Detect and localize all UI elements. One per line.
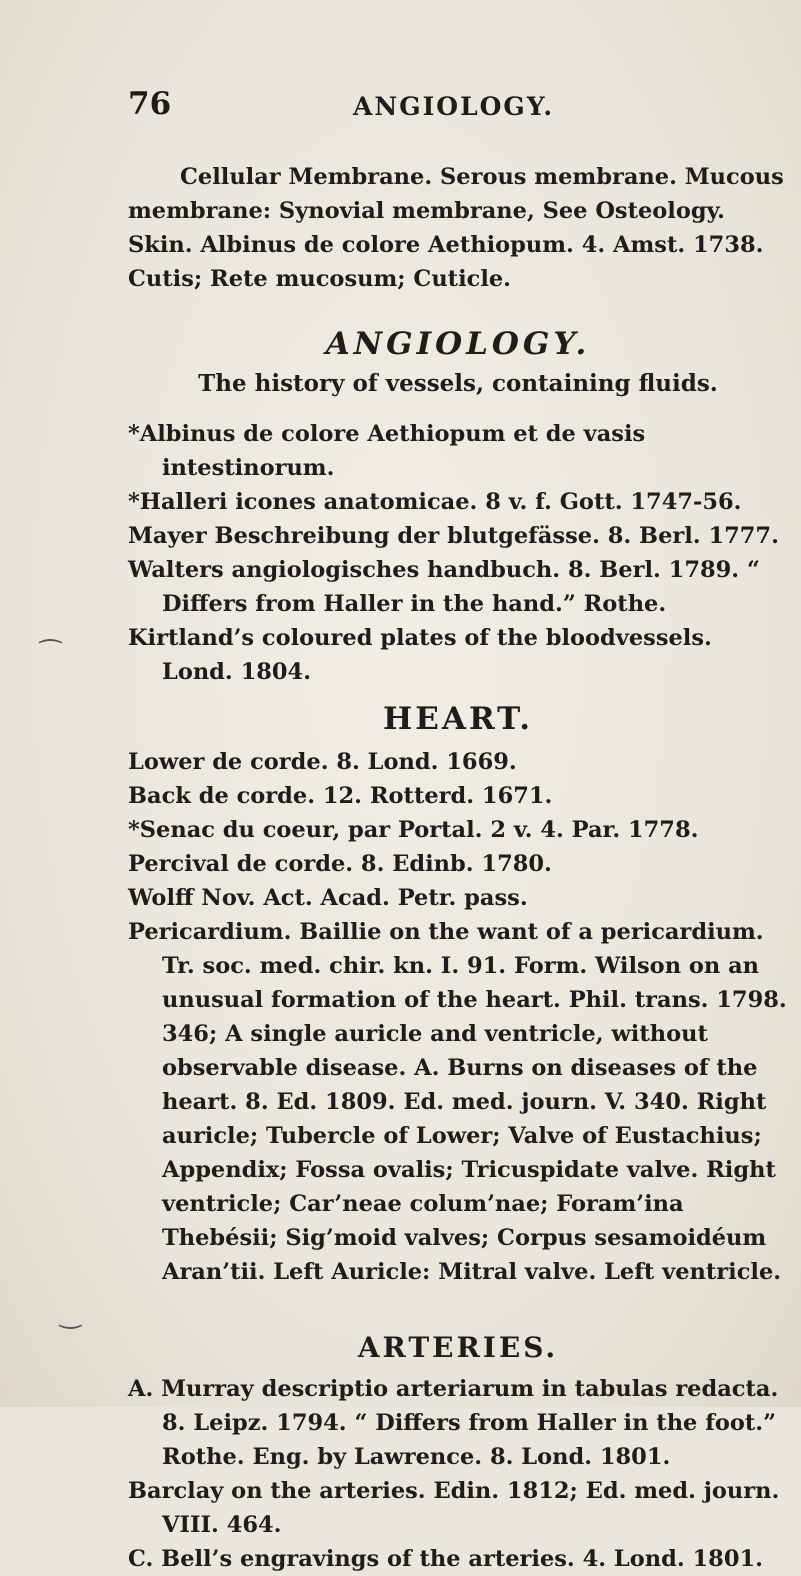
- arteries-title: ARTERIES.: [357, 1331, 559, 1364]
- bibliography-entry: Lower de corde. 8. Lond. 1669.: [128, 749, 517, 775]
- bibliography-entry: A. Murray descriptio arteriarum in tabulas redacta. 8. Leipz. 1794. “ Differs from Haller in the foot.” Rothe. Eng. by Lawrence. 8. Lond. 1801.: [128, 1376, 779, 1470]
- arteries-entries: [128, 1372, 788, 1576]
- running-head: ANGIOLOGY.: [353, 92, 555, 121]
- bibliography-entry: Barclay on the arteries. Edin. 1812; Ed. med. journ. VIII. 464.: [128, 1478, 780, 1538]
- bibliography-entry: Percival de corde. 8. Edinb. 1780.: [128, 851, 552, 877]
- page-header: [128, 86, 748, 126]
- bibliography-entry: Kirtland’s coloured plates of the bloodvessels. Lond. 1804.: [128, 625, 712, 685]
- bibliography-entry: Wolff Nov. Act. Acad. Petr. pass.: [128, 885, 528, 911]
- bibliography-entry: *Senac du coeur, par Portal. 2 v. 4. Par. 1778.: [128, 817, 699, 843]
- heart-title: HEART.: [382, 701, 534, 737]
- pencil-mark-icon: ⁀: [40, 640, 61, 670]
- heart-entries: [128, 745, 788, 1289]
- angiology-subtitle: The history of vessels, containing fluids.: [198, 370, 718, 397]
- page-body: [128, 160, 788, 1576]
- bibliography-entry: *Halleri icones anatomicae. 8 v. f. Gott. 1747-56.: [128, 489, 742, 515]
- bibliography-entry: Walters angiologisches handbuch. 8. Berl. 1789. “ Differs from Haller in the hand.” Rothe.: [128, 557, 760, 617]
- bibliography-entry: Pericardium. Baillie on the want of a pericardium. Tr. soc. med. chir. kn. I. 91. Form. Wilson on an unusual formation of the heart. Phil. trans. 1798. 346; A single auricle and ventricle, without observable disease. A. Burns on diseases of the heart. 8. Ed. 1809. Ed. med. journ. V. 340. Right auricle; Tubercle of Lower; Valve of Eustachius; Appendix; Fossa ovalis; Tricuspidate valve. Right ventricle; Car’neae colum’nae; Foram’ina Thebésii; Sig’moid valves; Corpus sesamoidéum Aran’tii. Left Auricle: Mitral valve. Left ventricle.: [128, 919, 787, 1285]
- intro-paragraph: Cellular Membrane. Serous membrane. Mucous membrane: Synovial membrane, See Osteology. Skin. Albinus de colore Aethiopum. 4. Amst. 1738. Cutis; Rete mucosum; Cuticle.: [128, 164, 784, 292]
- angiology-title: ANGIOLOGY.: [325, 326, 591, 362]
- angiology-entries: [128, 417, 788, 689]
- bibliography-entry: Back de corde. 12. Rotterd. 1671.: [128, 783, 553, 809]
- bibliography-entry: Mayer Beschreibung der blutgefässe. 8. Berl. 1777.: [128, 523, 779, 549]
- bibliography-entry: *Albinus de colore Aethiopum et de vasis intestinorum.: [128, 421, 646, 481]
- bibliography-entry: C. Bell’s engravings of the arteries. 4. Lond. 1801.: [128, 1546, 763, 1572]
- page-number: 76: [128, 86, 172, 122]
- pencil-mark-icon: ‿: [60, 1300, 81, 1330]
